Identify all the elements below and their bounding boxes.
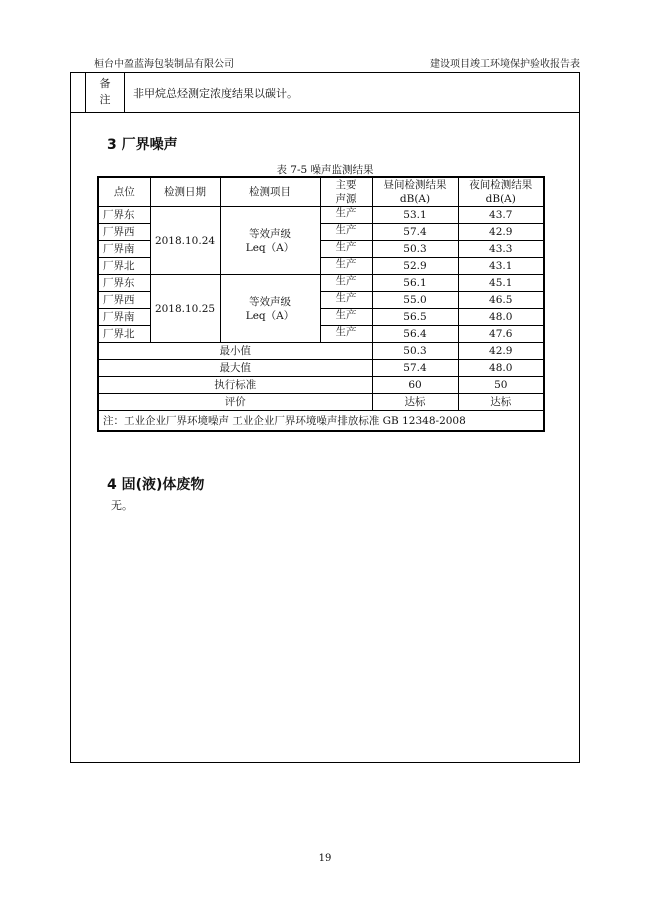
page-header (70, 55, 580, 69)
item-cell: 等效声级 Leq（A） (220, 207, 320, 275)
header-source: 主要 声源 (320, 177, 372, 207)
summary-row: 评价 达标 达标 (98, 394, 544, 411)
table-row: 厂界北 生产 52.9 43.1 (98, 258, 544, 275)
table-row: 厂界南 生产 56.5 48.0 (98, 309, 544, 326)
remark-text: 非甲烷总烃测定浓度结果以碳计。 (133, 87, 298, 100)
page-number: 19 (318, 853, 332, 864)
table-row: 厂界西 生产 57.4 42.9 (98, 224, 544, 241)
summary-row: 最小值 50.3 42.9 (98, 343, 544, 360)
section-title-solid-waste: 4 固(液)体废物 (107, 477, 205, 493)
summary-row: 最大值 57.4 48.0 (98, 360, 544, 377)
table-note-row (98, 411, 544, 432)
table-header-row (98, 177, 544, 207)
header-item: 检测项目 (220, 177, 320, 207)
table-row: 厂界北 生产 56.4 47.6 (98, 326, 544, 343)
date-cell: 2018.10.24 (150, 207, 220, 275)
table-caption: 表 7-5 噪声监测结果 (276, 164, 374, 176)
solid-waste-text: 无。 (111, 499, 133, 512)
header-date: 检测日期 (150, 177, 220, 207)
report-frame (70, 72, 580, 763)
remark-label (85, 72, 125, 112)
remark-row (71, 72, 579, 113)
table-note: 注：工业企业厂界环境噪声 工业企业厂界环境噪声排放标准 GB 12348-2008 (98, 411, 544, 432)
header-night: 夜间检测结果 dB(A) (458, 177, 544, 207)
remark-label-line2: 注 (99, 93, 111, 106)
header-day: 昼间检测结果 dB(A) (372, 177, 458, 207)
noise-results-table (97, 176, 545, 432)
table-row: 厂界东 2018.10.25 等效声级 Leq（A） 生产 56.1 45.1 (98, 275, 544, 292)
header-point: 点位 (98, 177, 150, 207)
table-row: 厂界东 2018.10.24 等效声级 Leq（A） 生产 53.1 43.7 (98, 207, 544, 224)
table-row: 厂界西 生产 55.0 46.5 (98, 292, 544, 309)
report-title: 建设项目竣工环境保护验收报告表 (430, 59, 580, 70)
item-cell: 等效声级 Leq（A） (220, 275, 320, 343)
table-row: 厂界南 生产 50.3 43.3 (98, 241, 544, 258)
summary-row: 执行标准 60 50 (98, 377, 544, 394)
section-title-noise: 3 厂界噪声 (107, 137, 178, 153)
company-name: 桓台中盈蓝海包装制品有限公司 (94, 59, 234, 70)
remark-label-line1: 备 (99, 77, 111, 90)
date-cell: 2018.10.25 (150, 275, 220, 343)
